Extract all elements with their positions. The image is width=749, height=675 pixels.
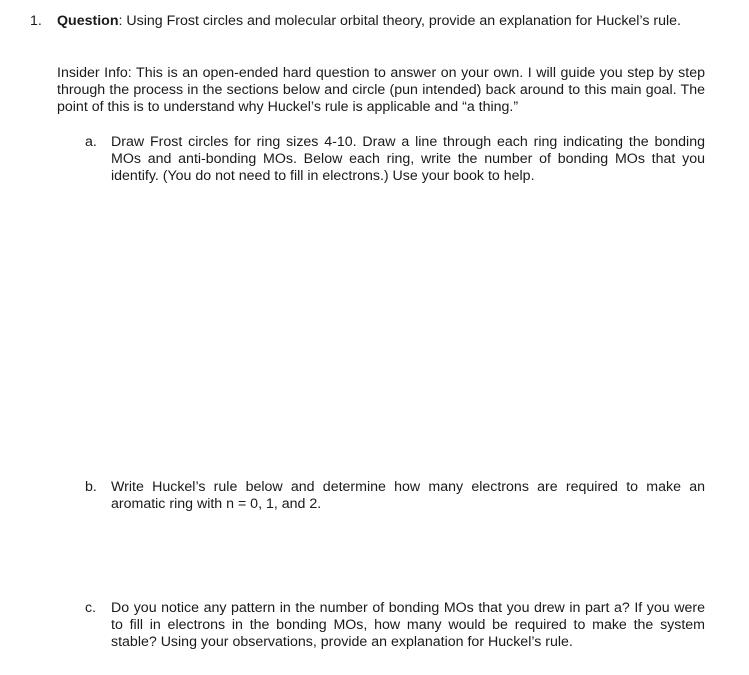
part-a-text: Draw Frost circles for ring sizes 4-10. Draw a line through each ring indicating the bonding MOs and anti-bonding MOs. Below each ring, write the number of bonding MOs that you identify. (You do not need to fill in electrons.) Use your book to help. [111,134,705,184]
part-b-marker: b. [85,479,97,495]
question-statement [57,13,705,30]
part-c-text: Do you notice any pattern in the number of bonding MOs that you drew in part a? If you were to fill in electrons in the bonding MOs, how many would be required to make the system stable? Using your observations, provide an explanation for Huckel’s rule. [111,600,705,650]
part-c [85,600,705,651]
part-c-marker: c. [85,600,97,616]
part-a-marker: a. [85,134,97,150]
part-a [85,134,705,185]
question-number: 1. [30,13,42,29]
insider-info-paragraph: Insider Info: This is an open-ended hard question to answer on your own. I will guide you step by step through the process in the sections below and circle (pun intended) back around to this main goal. The point of this is to understand why Huckel’s rule is applicable and “a thing.” [57,65,705,115]
part-b-text: Write Huckel’s rule below and determine how many electrons are required to make an aromatic ring with n = 0, 1, and 2. [111,479,705,512]
question-text: : Using Frost circles and molecular orbital theory, provide an explanation for Huckel’s rule. [118,13,681,29]
question-label: Question [57,13,119,29]
part-b [85,479,705,513]
